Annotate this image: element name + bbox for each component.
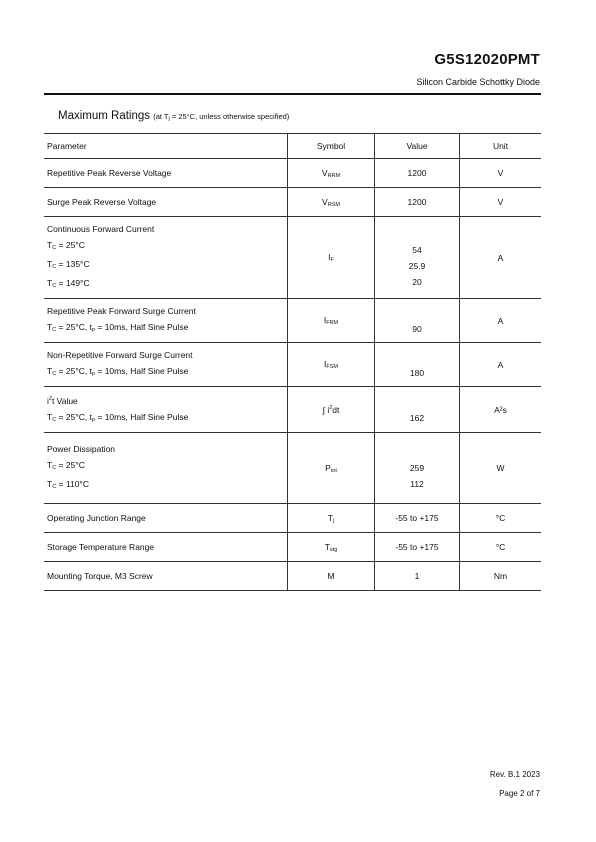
table-row: [44, 562, 541, 591]
unit-cell: °C: [460, 504, 542, 533]
value-line: 259: [409, 463, 425, 473]
symbol-base: M: [327, 571, 335, 581]
value-line: 1: [414, 571, 420, 581]
value-cell: [375, 387, 460, 433]
parameter-cell: [44, 387, 288, 433]
header-unit: Unit: [460, 134, 542, 159]
parameter-line: Repetitive Peak Reverse Voltage: [47, 168, 172, 178]
parameter-cell: [44, 188, 288, 217]
page-number: Page 2 of 7: [499, 789, 540, 798]
parameter-text: = 10ms, Half Sine Pulse: [95, 322, 189, 332]
value-line: -55 to +175: [395, 542, 439, 552]
parameter-text: T: [47, 240, 53, 250]
unit-cell: Nm: [460, 562, 542, 591]
parameter-cell: [44, 562, 288, 591]
symbol-subscript: F: [330, 257, 334, 263]
parameter-line: [47, 391, 287, 409]
parameter-text: T: [47, 278, 53, 288]
value-line: 112: [410, 479, 424, 489]
symbol-superscript: 2: [329, 404, 333, 411]
symbol-base: I: [328, 252, 331, 262]
header-symbol: Symbol: [288, 134, 375, 159]
parameter-subscript: C: [52, 264, 57, 270]
symbol-base: T: [324, 541, 330, 552]
symbol-cell: [288, 433, 375, 504]
unit-cell: W: [460, 433, 542, 504]
section-condition: (at $T_j = 25^\circ C$, unless otherwise specified): [153, 112, 290, 122]
parameter-cell: [44, 159, 288, 188]
parameter-subscript: C: [52, 371, 57, 377]
symbol-subscript: RRM: [327, 172, 341, 179]
parameter-line: [47, 275, 287, 294]
parameter-text: = 10ms, Half Sine Pulse: [95, 366, 189, 376]
parameter-text: = 149°C: [56, 278, 90, 288]
parameter-line: [47, 476, 287, 495]
parameter-text: = 25°C: [56, 240, 85, 250]
value-line: 1200: [407, 197, 427, 207]
symbol-subscript: tot: [330, 467, 337, 474]
parameter-text: = 110°C: [56, 479, 89, 489]
unit-cell: A: [460, 217, 542, 299]
parameter-superscript: 2: [48, 396, 52, 402]
parameter-cell: [44, 217, 288, 299]
table-row: [44, 343, 541, 387]
unit-cell: °C: [460, 533, 542, 562]
maximum-ratings-table: [44, 133, 541, 591]
symbol-cell: [288, 217, 375, 299]
value-cell: [375, 343, 460, 387]
parameter-subscript: p: [91, 371, 96, 377]
table-row: [44, 504, 541, 533]
parameter-line: [47, 256, 287, 275]
symbol-cell: [288, 533, 375, 562]
parameter-cell: [44, 504, 288, 533]
parameter-text: T: [47, 259, 53, 269]
symbol-base: T: [327, 512, 333, 523]
parameter-text: T: [47, 460, 53, 470]
value-line: -55 to +175: [395, 513, 439, 523]
document-subtitle: Silicon Carbide Schottky Diode: [416, 77, 540, 87]
parameter-text: = 25°C, t: [56, 322, 92, 332]
parameter-cell: [44, 433, 288, 504]
value-cell: [375, 299, 460, 343]
parameter-line: [47, 363, 287, 382]
parameter-text: T: [47, 479, 53, 489]
value-cell: [375, 159, 460, 188]
table-row: [44, 188, 541, 217]
value-cell: [375, 562, 460, 591]
parameter-line: Operating Junction Range: [47, 513, 146, 523]
unit-cell: A²s: [460, 387, 542, 433]
parameter-text: = 10ms, Half Sine Pulse: [95, 412, 189, 422]
parameter-subscript: p: [91, 417, 96, 423]
value-line: 90: [412, 323, 422, 334]
parameter-line: [47, 319, 287, 338]
header-parameter: Parameter: [44, 134, 288, 159]
parameter-line: [47, 409, 287, 428]
symbol-base: V: [322, 196, 328, 207]
parameter-line: Repetitive Peak Forward Surge Current: [47, 306, 196, 316]
symbol-subscript: stg: [329, 546, 338, 553]
table-row: [44, 433, 541, 504]
table-row: [44, 159, 541, 188]
parameter-text: = 25°C, t: [56, 366, 92, 376]
table-row: [44, 299, 541, 343]
parameter-subscript: C: [52, 327, 57, 333]
symbol-cell: [288, 159, 375, 188]
parameter-line: Surge Peak Reverse Voltage: [47, 197, 157, 207]
parameter-line: Non-Repetitive Forward Surge Current: [47, 350, 193, 360]
parameter-line: [47, 237, 287, 256]
value-cell: [375, 188, 460, 217]
parameter-line: Mounting Torque, M3 Screw: [47, 571, 153, 581]
value-cell: [375, 533, 460, 562]
value-line: 180: [409, 367, 425, 378]
parameter-subscript: p: [91, 327, 96, 333]
parameter-line: Storage Temperature Range: [47, 542, 155, 552]
header-value: Value: [375, 134, 460, 159]
symbol-cell: [288, 299, 375, 343]
parameter-subscript: C: [52, 245, 57, 251]
parameter-text: i: [47, 396, 49, 406]
parameter-text: t Value: [51, 396, 78, 406]
parameter-cell: [44, 533, 288, 562]
parameter-text: T: [47, 322, 53, 332]
parameter-line: Power Dissipation: [47, 444, 116, 454]
parameter-line: Continuous Forward Current: [47, 224, 155, 234]
unit-cell: A: [460, 299, 542, 343]
symbol-base: V: [321, 167, 328, 178]
value-line: 20: [412, 276, 422, 287]
parameter-line: [47, 457, 287, 476]
symbol-base: ∫ i: [322, 404, 330, 415]
section-title: [58, 110, 289, 122]
parameter-text: T: [47, 366, 53, 376]
header-rule: [44, 93, 541, 95]
parameter-subscript: C: [52, 417, 57, 423]
unit-cell: A: [460, 343, 542, 387]
value-cell: [375, 504, 460, 533]
parameter-text: = 135°C: [56, 259, 90, 269]
value-line: 162: [409, 412, 425, 423]
symbol-base: I: [323, 315, 327, 325]
table-header-row: [44, 134, 541, 159]
table-row: [44, 387, 541, 433]
symbol-cell: [288, 188, 375, 217]
symbol-cell: [288, 504, 375, 533]
table-row: [44, 533, 541, 562]
parameter-subscript: C: [52, 465, 57, 471]
parameter-text: T: [47, 412, 53, 422]
unit-cell: V: [460, 188, 542, 217]
section-title-text: Maximum Ratings: [58, 110, 151, 122]
symbol-subscript: FRM: [326, 320, 339, 326]
value-line: 54: [412, 244, 422, 255]
symbol-base: I: [324, 359, 327, 369]
value-line: 25.9: [408, 260, 426, 271]
part-number: G5S12020PMT: [434, 51, 540, 68]
parameter-subscript: C: [52, 283, 57, 289]
parameter-subscript: C: [52, 484, 57, 490]
parameter-text: = 25°C, t: [56, 412, 92, 422]
parameter-text: = 25°C: [56, 460, 85, 470]
symbol-suffix: dt: [332, 404, 340, 415]
parameter-cell: [44, 343, 288, 387]
symbol-cell: [288, 343, 375, 387]
symbol-subscript: j: [332, 517, 335, 524]
revision-label: Rev. B.1 2023: [489, 770, 540, 779]
value-cell: [375, 217, 460, 299]
unit-cell: V: [460, 159, 542, 188]
parameter-cell: [44, 299, 288, 343]
symbol-cell: [288, 562, 375, 591]
value-cell: [375, 433, 460, 504]
symbol-base: P: [325, 462, 331, 473]
symbol-subscript: FSM: [326, 364, 338, 370]
table-row: [44, 217, 541, 299]
symbol-cell: [288, 387, 375, 433]
symbol-subscript: RSM: [327, 201, 340, 208]
value-line: 1200: [407, 168, 427, 178]
